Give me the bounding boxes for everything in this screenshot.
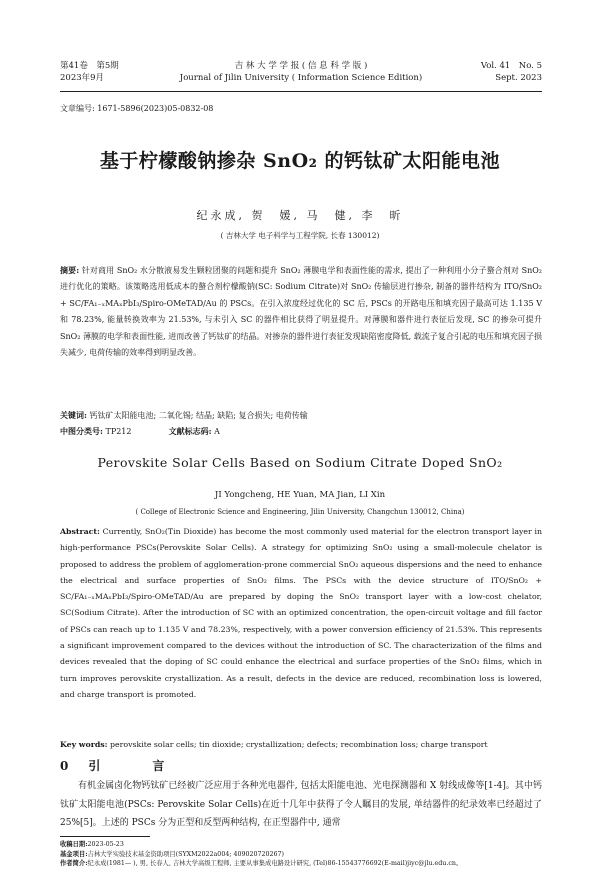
footnotes xyxy=(60,840,542,869)
title-cn: 基于柠檬酸钠掺杂 SnO₂ 的钙钛矿太阳能电池 xyxy=(99,150,501,172)
clc-label: 中图分类号: xyxy=(60,426,103,436)
keywords-cn-label: 关键词: xyxy=(60,410,87,420)
footnote-author-bio: 作者简介:纪永成(1981— ), 男, 长春人, 吉林大学高级工程师, 主要从事集成电路设计研究, (Tel)86-15543776692(E-mail)jiyc@jlu.edu.cn。 xyxy=(60,860,463,868)
affiliation-en: ( College of Electronic Science and Engineering, Jilin University, Changchun 130012, China) xyxy=(135,508,465,516)
abstract-en xyxy=(60,524,542,703)
running-header xyxy=(60,60,542,90)
abstract-cn-label: 摘要: xyxy=(60,265,80,275)
title-en: Perovskite Solar Cells Based on Sodium Citrate Doped SnO₂ xyxy=(97,455,503,470)
keywords-cn-text: 钙钛矿太阳能电池; 二氧化锡; 结晶; 缺陷; 复合损失; 电荷传输 xyxy=(89,411,308,420)
affiliation-cn: ( 吉林大学 电子科学与工程学院, 长春 130012) xyxy=(220,231,380,240)
header-volume-issue: 第41卷 第5期 2023年9月 xyxy=(60,61,119,83)
keywords-en xyxy=(60,738,542,752)
introduction-paragraph: 有机金属卤化物钙钛矿已经被广泛应用于各种光电器件, 包括太阳能电池、光电探测器和 X 射线成像等[1-4]。其中钙钛矿太阳能电池(PSCs: Perovskite Solar Cells)在近十几年中获得了令人瞩目的发展, 单结器件的纪录效率已经超过了 25%[5]。上述的 PSCs 分为正型和反型两种结构, 在正型器件中, 通常 xyxy=(60,781,542,828)
header-journal-name: 吉 林 大 学 学 报 ( 信 息 科 学 版 ) Journal of Jilin University ( Information Science Edition) xyxy=(179,61,423,83)
keywords-en-label: Key words: xyxy=(60,740,108,749)
footnote-funding: 基金项目:吉林大学实验技术基金资助项目(SYXM2022a004; 409020720267) xyxy=(60,850,284,858)
section-heading-introduction xyxy=(60,757,184,774)
doc-code-value: A xyxy=(214,427,220,436)
section-title: 引 言 xyxy=(88,759,185,773)
abstract-en-label: Abstract: xyxy=(60,527,100,536)
abstract-cn xyxy=(60,262,542,361)
header-volume-date-en: Vol. 41 No. 5 Sept. 2023 xyxy=(480,61,542,83)
clc-value: TP212 xyxy=(105,427,132,436)
authors-en: JI Yongcheng, HE Yuan, MA Jian, LI Xin xyxy=(214,490,386,500)
header-rule xyxy=(60,91,542,92)
footnote-rule xyxy=(60,836,150,837)
classification-cn xyxy=(60,424,542,439)
keywords-en-text: perovskite solar cells; tin dioxide; crystallization; defects; recombination loss; charge transport xyxy=(110,740,488,749)
abstract-en-text: Currently, SnO₂(Tin Dioxide) has become the most commonly used material for the electron transport layer in high-performance PSCs(Perovskite Solar Cells). A strategy for optimizing SnO₂ using a small-molecule chelator is proposed to address the problem of agglomeration-prone commercial SnO₂ aqueous dispersions and the need to enhance the electrical and surface properties of SnO₂ films. The PSCs with the device structure of ITO/SnO₂ + SC/FA₁₋ₓMAₓPbI₃/Spiro-OMeTAD/Au are prepared by doping the SnO₂ transport layer with a low-cost chelator, SC(Sodium Citrate). After the introduction of SC with an optimized concentration, the open-circuit voltage and fill factor of PSCs can reach up to 1.135 V and 78.23%, respectively, with a power conversion efficiency of 21.53%. This represents a significant improvement compared to the devices without the introduction of SC. The characterization of the films and devices revealed that the doping of SC could enhance the electrical and surface properties of the SnO₂ films, which in turn improves perovskite crystallization. As a result, defects in the device are reduced, recombination loss is lowered, and charge transport is promoted. xyxy=(60,527,543,699)
keywords-cn xyxy=(60,408,542,423)
article-number: 文章编号: 1671-5896(2023)05-0832-08 xyxy=(60,104,214,113)
doc-code-label: 文献标志码: xyxy=(168,426,212,436)
abstract-cn-text: 针对商用 SnO₂ 水分散液易发生颗粒团聚的问题和提升 SnO₂ 薄膜电学和表面性能的需求, 提出了一种利用小分子螯合剂对 SnO₂ 进行优化的策略。该策略选用低成本的螯合剂柠檬酸钠(SC: Sodium Citrate)对 SnO₂ 传输层进行掺杂, 制备的器件结构为 ITO/SnO₂ + SC/FA₁₋ₓMAₓPbI₃/Spiro-OMeTAD/Au 的 PSCs。在引入浓度经过优化的 SC 后, PSCs 的开路电压和填充因子最高可达 1.135 V 和 78.23%, 能量转换效率为 21.53%, 与未引入 SC 的器件相比获得了明显提升。对薄膜和器件进行表征后发现, SC 的掺杂可提升 SnO₂ 薄膜的电学和表面性能, 进而改善了钙钛矿的结晶。对掺杂的器件进行表征发现缺陷密度降低, 载流子复合引起的电压和填充因子损失减少, 电荷传输的效率得到明显改善。 xyxy=(60,266,543,358)
footnote-received: 收稿日期:2023-05-23 xyxy=(60,841,124,848)
authors-cn: 纪永成, 贺 媛, 马 健, 李 昕 xyxy=(196,209,404,222)
section-number: 0 xyxy=(60,759,89,773)
